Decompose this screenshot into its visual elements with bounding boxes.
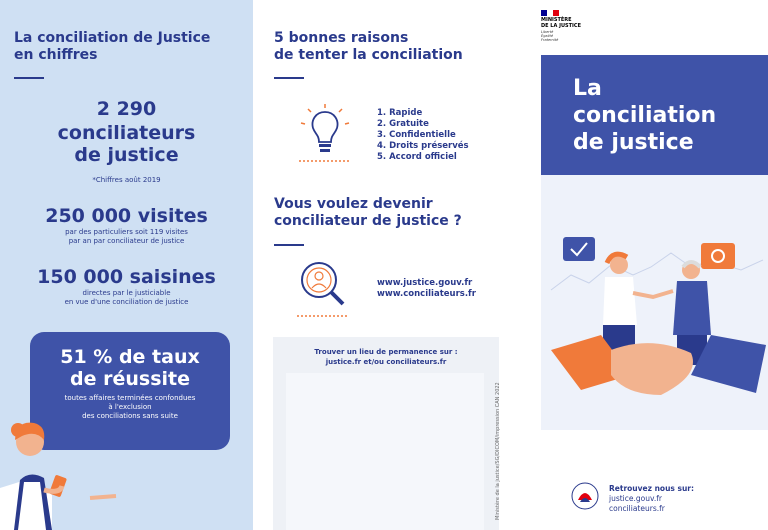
stat-conciliators-value: 2 290 — [96, 98, 157, 120]
ministry-name: MINISTÈRE DE LA JUSTICE — [541, 17, 581, 29]
reason-item: 4. Droits préservés — [377, 141, 469, 151]
success-rate-note: toutes affaires terminées confondues à l'exclusion des conciliations sans suite — [64, 394, 196, 420]
become-conciliator-title: Vous voulez devenir conciliateur de justice ? — [274, 196, 462, 229]
republic-motto: Liberté Égalité Fraternité — [541, 30, 559, 42]
footer-conciliateurs-link[interactable]: conciliateurs.fr — [609, 504, 665, 513]
stats-panel — [0, 0, 253, 530]
magnifier-person-icon — [297, 258, 353, 318]
justice-logo-icon — [571, 482, 599, 510]
justice-link[interactable]: www.justice.gouv.fr — [377, 278, 473, 288]
success-rate-value: 51 % de taux de réussite — [60, 346, 200, 390]
print-credit: Ministère de la justice/SG/DICOM/impression CAN 2022 — [495, 382, 501, 520]
footer-label: Retrouvez nous sur: — [609, 484, 694, 493]
reason-item: 3. Confidentielle — [377, 130, 456, 140]
become-title-rule — [274, 244, 304, 246]
reasons-title: 5 bonnes raisons de tenter la conciliation — [274, 30, 463, 63]
stat-visits-value: 250 000 visites — [45, 205, 208, 227]
reason-item: 2. Gratuite — [377, 119, 429, 129]
handshake-illustration — [541, 175, 768, 430]
woman-phone-illustration — [0, 390, 253, 530]
cover-panel — [507, 0, 768, 530]
footer-justice-link[interactable]: justice.gouv.fr — [609, 494, 662, 503]
location-box-text: Trouver un lieu de permanence sur : justice.fr et/ou conciliateurs.fr — [314, 348, 458, 366]
reasons-title-rule — [274, 77, 304, 79]
stat-conciliators-label: conciliateurs de justice — [57, 122, 196, 166]
cover-title: La conciliation de justice — [573, 76, 717, 155]
cover-title-block — [541, 55, 768, 175]
reason-item: 5. Accord officiel — [377, 152, 457, 162]
conciliateurs-link[interactable]: www.conciliateurs.fr — [377, 289, 476, 299]
stat-visits-note: par des particuliers soit 119 visites par an par conciliateur de justice — [65, 228, 188, 245]
location-box-blank — [286, 373, 484, 530]
stat-referrals-note: directes par le justiciable en vue d'une conciliation de justice — [64, 289, 189, 306]
stat-referrals-value: 150 000 saisines — [37, 266, 216, 288]
marianne-flag-icon — [541, 10, 559, 16]
stats-title-rule — [14, 77, 44, 79]
lightbulb-icon — [299, 104, 351, 164]
reason-item: 1. Rapide — [377, 108, 423, 118]
location-box — [273, 337, 499, 530]
reasons-list — [377, 108, 469, 163]
reasons-panel — [253, 0, 507, 530]
stats-title: La conciliation de Justice en chiffres — [14, 30, 211, 63]
stat-conciliators-note: *Chiffres août 2019 — [92, 176, 161, 184]
